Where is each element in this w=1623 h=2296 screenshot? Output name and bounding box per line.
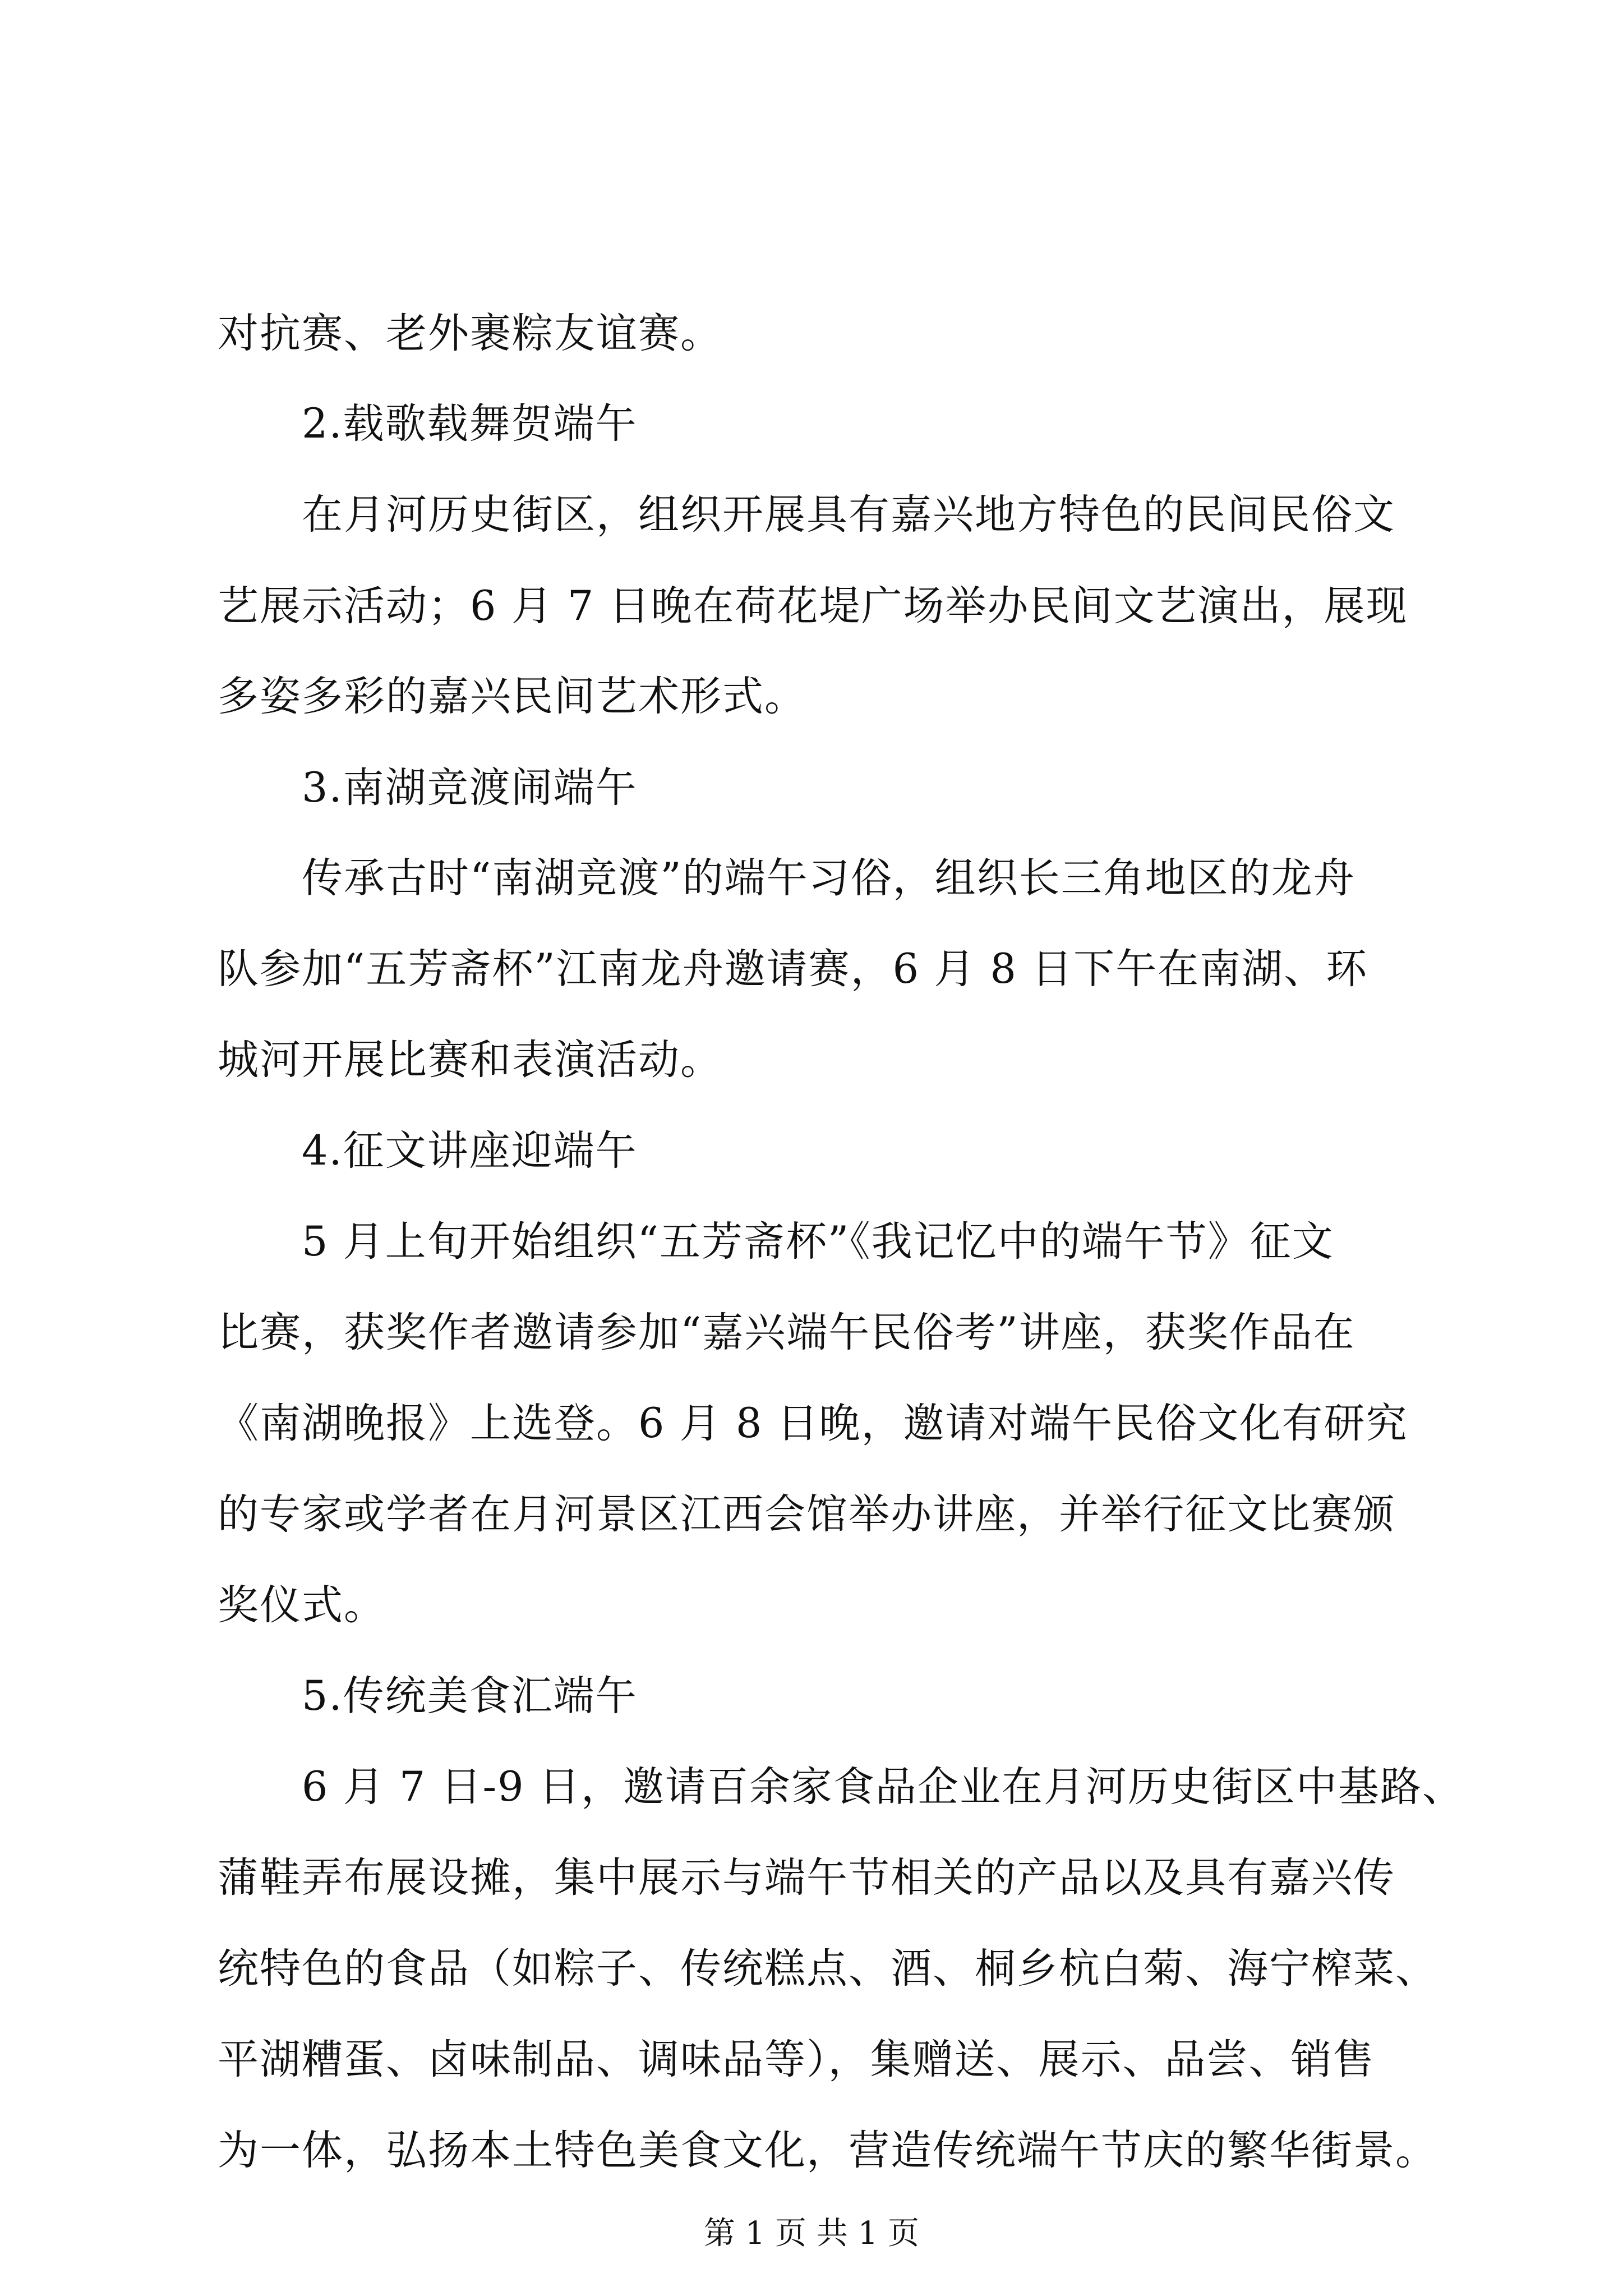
body-line: 城河开展比赛和表演活动。 [218, 1036, 722, 1084]
section-heading: 5.传统美食汇端午 [302, 1672, 638, 1720]
section-heading: 2.载歌载舞贺端午 [302, 400, 638, 448]
page-number-footer: 第 1 页 共 1 页 [703, 2215, 920, 2252]
body-line: 多姿多彩的嘉兴民间艺术形式。 [218, 673, 806, 720]
body-line: 5 月上旬开始组织“五芳斋杯”《我记忆中的端午节》征文 [302, 1218, 1334, 1266]
body-line: 的专家或学者在月河景区江西会馆举办讲座，并举行征文比赛颁 [218, 1490, 1395, 1538]
body-line: 传承古时“南湖竞渡”的端午习俗，组织长三角地区的龙舟 [302, 854, 1355, 902]
body-line: 6 月 7 日-9 日，邀请百余家食品企业在月河历史街区中基路、 [302, 1763, 1464, 1811]
body-line: 蒲鞋弄布展设摊，集中展示与端午节相关的产品以及具有嘉兴传 [218, 1854, 1395, 1902]
body-line: 统特色的食品（如粽子、传统糕点、酒、桐乡杭白菊、海宁榨菜、 [218, 1945, 1437, 1993]
body-line: 平湖糟蛋、卤味制品、调味品等），集赠送、展示、品尝、销售 [218, 2036, 1375, 2083]
body-line: 为一体，弘扬本土特色美食文化，营造传统端午节庆的繁华街景。 [218, 2127, 1437, 2174]
section-heading: 4.征文讲座迎端午 [302, 1127, 638, 1175]
body-line: 艺展示活动；6 月 7 日晚在荷花堤广场举办民间文艺演出，展现 [218, 582, 1408, 630]
body-line: 奖仪式。 [218, 1581, 386, 1629]
body-line: 在月河历史街区，组织开展具有嘉兴地方特色的民间民俗文 [302, 491, 1395, 539]
body-line: 队参加“五芳斋杯”江南龙舟邀请赛，6 月 8 日下午在南湖、环 [218, 945, 1368, 993]
body-line: 比赛，获奖作者邀请参加“嘉兴端午民俗考”讲座，获奖作品在 [218, 1309, 1355, 1356]
section-heading: 3.南湖竞渡闹端午 [302, 764, 638, 812]
body-line: 《南湖晚报》上选登。6 月 8 日晚，邀请对端午民俗文化有研究 [218, 1400, 1408, 1447]
body-line: 对抗赛、老外裹粽友谊赛。 [218, 310, 722, 357]
